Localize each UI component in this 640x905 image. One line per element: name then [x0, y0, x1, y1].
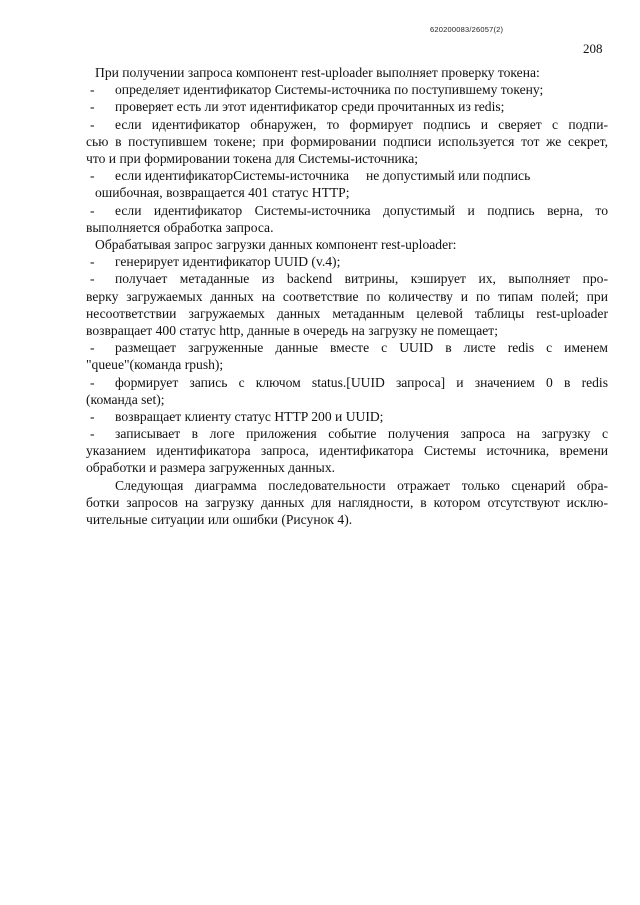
list-item-continuation: несоответствии загружаемых данных метаданным целевой таблицы rest-uploader: [86, 305, 608, 321]
list-item-continuation: "queue"(команда rpush);: [86, 357, 224, 373]
list-item-continuation: ошибочная, возвращается 401 статус HTTP;: [95, 185, 350, 201]
page-number: 208: [583, 41, 603, 56]
list-item-continuation: обработки и размера загруженных данных.: [86, 460, 336, 476]
list-item: - определяет идентификатор Системы-источника по поступившему токену;: [90, 82, 544, 98]
bullet-dash: -: [90, 168, 95, 184]
list-item-continuation: указанием идентификатора запроса, идентификатора Системы источника, времени: [86, 443, 608, 459]
list-item: - формирует запись с ключом status.[UUID запроса] и значением 0 в redis: [90, 374, 608, 390]
body-text: [88, 64, 608, 528]
list-item: - записывает в логе приложения событие получения запроса на загрузку с: [90, 426, 608, 442]
bullet-dash: -: [90, 426, 95, 442]
paragraph-continuation: чительные ситуации или ошибки (Рисунок 4).: [86, 512, 353, 528]
list-item-continuation: (команда set);: [86, 391, 165, 407]
bullet-dash: -: [90, 408, 95, 424]
bullet-dash: -: [90, 254, 95, 270]
list-item: - если идентификаторСистемы-источника не допустимый или подпись: [90, 168, 531, 184]
bullet-dash: -: [90, 82, 95, 98]
bullet-dash: -: [90, 202, 95, 218]
paragraph-intro-token-check: При получении запроса компонент rest-uploader выполняет проверку токена:: [95, 65, 540, 80]
list-item-continuation: что и при формировании токена для Системы-источника;: [86, 150, 419, 166]
paragraph-intro-upload: Обрабатывая запрос загрузки данных компонент rest-uploader:: [95, 236, 457, 252]
bullet-dash: -: [90, 374, 95, 390]
list-item: - если идентификатор обнаружен, то формирует подпись и сверяет с подпи-: [90, 116, 608, 132]
list-item-continuation: выполняется обработка запроса.: [86, 219, 274, 235]
list-item: - получает метаданные из backend витрины, кэширует их, выполняет про-: [90, 271, 608, 287]
paragraph-sequence-diagram: Следующая диаграмма последовательности отражает только сценарий обра-: [115, 477, 608, 493]
list-item: - генерирует идентификатор UUID (v.4);: [90, 254, 341, 270]
document-id: 620200083/26057(2): [430, 25, 504, 34]
list-item: - проверяет есть ли этот идентификатор среди прочитанных из redis;: [90, 99, 505, 115]
list-item: - возвращает клиенту статус HTTP 200 и UUID;: [90, 408, 384, 424]
bullet-dash: -: [90, 116, 95, 132]
bullet-dash: -: [90, 99, 95, 115]
bullet-dash: -: [90, 271, 95, 287]
bullet-dash: -: [90, 340, 95, 356]
list-item: - размещает загруженные данные вместе с UUID в листе redis с именем: [90, 340, 608, 356]
list-item-continuation: верку загружаемых данных на соответствие по количеству и по типам полей; при: [86, 288, 608, 304]
paragraph-continuation: ботки запросов на загрузку данных для наглядности, в котором отсутствуют исклю-: [86, 494, 608, 510]
list-item-continuation: возвращает 400 статус http, данные в очередь на загрузку не помещает;: [86, 322, 499, 338]
list-item: - если идентификатор Системы-источника допустимый и подпись верна, то: [90, 202, 608, 218]
list-item-continuation: сью в поступившем токене; при формировании подписи используется тот же секрет,: [86, 133, 608, 149]
